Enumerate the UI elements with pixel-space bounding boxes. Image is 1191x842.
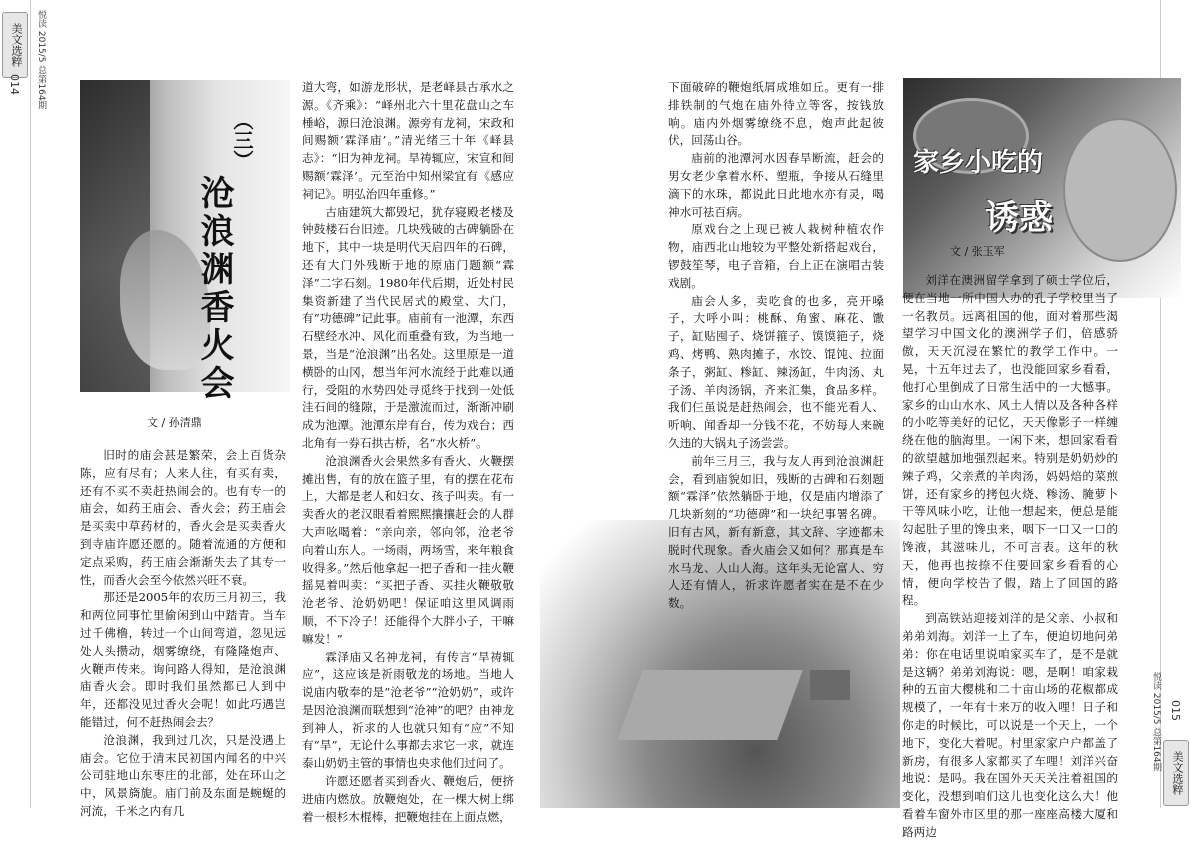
article-number: （三）: [230, 110, 254, 170]
text-column-2: [302, 79, 514, 824]
paragraph: 庙前的池潭河水因春旱断流，赶会的男女老少拿着水杯、塑瓶，争接从石缝里滴下的水珠，都说此日此地水亦有灵，喝神水可祛百病。: [668, 151, 884, 219]
left-margin-strip: [0, 0, 31, 808]
house-shape: [810, 670, 850, 700]
paragraph: 道大弯，如游龙形状，是老峄县古承水之源。《齐乘》：“峄州北六十里花盘山之车棰峪，源曰沧浪渊。源旁有龙祠，宋政和间赐额‘霖泽庙’。”清光绪三十年《峄县志》：“旧为神龙祠。旱祷辄应，宋宣和间赐额‘霖泽’。元至治中知州梁宜有《感应祠记》。明弘治四年重修。”: [302, 80, 514, 201]
text-column-4: [902, 272, 1118, 839]
right-page-number: 015: [1169, 700, 1182, 721]
paragraph: 旧时的庙会甚是繁荣，会上百货杂陈，应有尽有；人来人往，有买有卖，还有不买不卖赶热闹会的。也有专一的庙会，如药王庙会、香火会；药王庙会是买卖中草药材的，香火会是买卖香火到寺庙许愿还愿的。随着流通的方便和定点采购，药王庙会渐渐失去了其专一性，而香火会至今依然兴旺不衰。: [80, 448, 286, 587]
paragraph: 庙会人多，卖吃食的也多，亮开嗓子，大呼小叫：桃酥、角蜜、麻花、馓子，缸贴囤子、烧饼箍子、馍馍筢子，烧鸡、烤鸭、熟肉摊子，水饺、馄饨、拉面条子，粥缸、糁缸、辣汤缸，牛肉汤、丸子汤、羊肉汤锅，齐来汇集，食品多样。我们仨虽说是赶热闹会，也不能光看人、听响、闻香却一分钱不花，不妨每人来碗久违的大锅丸子汤尝尝。: [668, 293, 884, 450]
paragraph: 古庙建筑大都毁圮，犹存寝殿老楼及钟鼓楼石台旧迹。几块残破的古碑躺卧在地下，其中一块是明代天启四年的石碑，还有大门外残断于地的原庙门题额“霖泽”二字石刻。1980年代后期，近处村民集资新建了当代民居式的殿堂、大门，有“功德碑”记此事。庙前有一池潭，东西石壁经水冲、风化而重叠有致，为当地一景，当是“沧浪渊”出名处。这里原是一道横卧的山冈，想当年河水流经于此难以通行，受阻的水势四处寻觅终于找到一处低洼石间的缝隙，于是激流而过，渐渐冲刷成为池潭。池潭东岸有台，传为戏台；西北角有一券石拱古桥，名“水火桥”。: [302, 204, 514, 450]
paragraph: 到高铁站迎接刘洋的是父亲、小叔和弟弟刘海。刘洋一上了车，便迫切地问弟弟：你在电话里说咱家买车了，是不是就是这辆？弟弟刘海说：嗯，是啊！咱家栽种的五亩大樱桃和二十亩山场的花椒都成规模了，一年有十来万的收入哩！日子和你走的时候比，可以说是一个天上，一个地下，变化大着呢。村里家家户户都盖了新房，有很多人家都买了车哩！刘洋兴奋地说：是吗。我在国外天天关注着祖国的变化，没想到咱们这儿也变化这么大！他看着车窗外市区里的那一座座高楼大厦和路两边: [902, 611, 1118, 839]
paragraph: 那还是2005年的农历三月初三，我和两位同事忙里偷闲到山中踏青。当车过千佛橹，转过一个山间弯道，忽见远处人头攒动，烟雾缭绕，有隆隆炮声、火鞭声传来。询问路人得知，是沧浪渊庙香火会。即时我们虽然都已人到中年，还都没见过香火会呢！如此巧遇岂能错过，何不赶热闹会去？: [80, 590, 286, 729]
paragraph: 刘洋在澳洲留学拿到了硕士学位后，便在当地一所中国人办的孔子学校里当了一名教员。远离祖国的他，面对着那些渴望学习中国文化的澳洲学子们，倍感骄傲，天天沉浸在繁忙的教学工作中。一晃，十五年过去了，也没能回家乡看看，他打心里倒成了日常生活中的一大憾事。家乡的山山水水、风土人情以及各种各样的小吃等美好的记忆，天天像影子一样缠绕在他的脑海里。一闲下来，想回家看看的欲望越加地强烈起来。特别是奶奶炒的辣子鸡，父亲煮的羊肉汤，妈妈焙的菜煎饼，还有家乡的拷包火烧、糁汤、腌萝卜干等风味小吃，让他一想起来，便总是能勾起肚子里的馋虫来，咽下一口又一口的馋液，其滋味儿，不可言表。这年的秋天，他再也按捺不住要回家乡看看的心情，便向学校告了假，踏上了回国的路程。: [902, 273, 1118, 608]
left-section-tab: 美文选粹: [2, 12, 28, 78]
article2-title-line1: 家乡小吃的: [913, 148, 1044, 178]
right-issue-info: 悦读 2015/5 总第164期: [1151, 672, 1161, 772]
left-page-number: 014: [8, 74, 21, 95]
river-gorge-photo: [80, 80, 290, 392]
field-shape: [617, 670, 802, 740]
snack-food-photo: [903, 78, 1181, 298]
article-title: 沧浪渊香火会: [194, 175, 234, 403]
article-author: 文 / 孙清鼎: [147, 416, 202, 429]
article2-author: 文 / 张玉军: [950, 245, 1005, 258]
paragraph: 沧浪渊，我到过几次，只是没遇上庙会。它位于清末民初国内闻名的中兴公司驻地山东枣庄的北部，处在环山之中，风景旖旎。庙门前及东面是蜿蜒的河流，千米之内有几: [80, 732, 286, 818]
pancake-shape: [1063, 118, 1177, 262]
right-section-tab: 美文选粹: [1163, 740, 1189, 806]
paragraph: 许愿还愿者买到香火、鞭炮后，便挤进庙内燃放。放鞭炮处，在一棵大树上绑着一根杉木棍棒，把鞭炮挂在上面点燃，: [302, 774, 514, 824]
paragraph: 原戏台之上现已被人栽树种植农作物，庙西北山地较为平整处新搭起戏台，锣鼓笙琴，电子音箱，台上正在演唱古装戏剧。: [668, 222, 884, 290]
text-column-1: [80, 447, 286, 818]
text-column-3: [668, 79, 884, 611]
paragraph: 沧浪渊香火会果然多有香火、火鞭摆摊出售，有的放在篮子里，有的摆在花布上，大都是老人和妇女、孩子叫卖。有一卖香火的老汉眼看着熙熙攘攘赶会的人群大声吆喝着：“亲向亲，邻向邻，沧老爷向着山东人。一场雨，两场雪，来年粮食收得多。”然后他拿起一把子香和一挂火鞭摇晃着叫卖：“买把子香、买挂火鞭敬敬沧老爷、沧奶奶吧！保证咱这里风调雨顺，不下冷子！还能得个大胖小子，干嘛嘛发！”: [302, 453, 514, 646]
article2-title-line2: 诱惑: [985, 198, 1053, 238]
paragraph: 前年三月三，我与友人再到沧浪渊赶会，看到庙貌如旧，残断的古碑和石刻题额“霖泽”依然躺卧于地，仅是庙内增添了几块新刻的“功德碑”和一块纪事署名碑。旧有古风，新有新意，其文辞、字迹都未脱时代现象。香火庙会又如何？那真是车水马龙、人山人海。这年头无论富人、穷人还有情人，祈求许愿者实在是不在少数。: [668, 453, 884, 611]
paragraph: 下面破碎的鞭炮纸屑成堆如丘。更有一排排铁制的气炮在庙外待立等客，按钱放响。庙内外烟雾缭绕不息，炮声此起彼伏，回荡山谷。: [668, 80, 884, 148]
paragraph: 霖泽庙又名神龙祠，有传言“旱祷辄应”，这应该是祈雨敬龙的场地。当地人说庙内敬奉的是“沧老爷”“沧奶奶”，或许是因沧浪渊而联想到“沧神”的吧？由神龙到神人，祈求的人也就只知有“应”不知有“旱”，无论什么事都去求它一求，就连泰山奶奶主管的事情也央求他们过问了。: [302, 649, 514, 771]
left-issue-info: 悦读 2015/5 总第164期: [36, 10, 46, 110]
